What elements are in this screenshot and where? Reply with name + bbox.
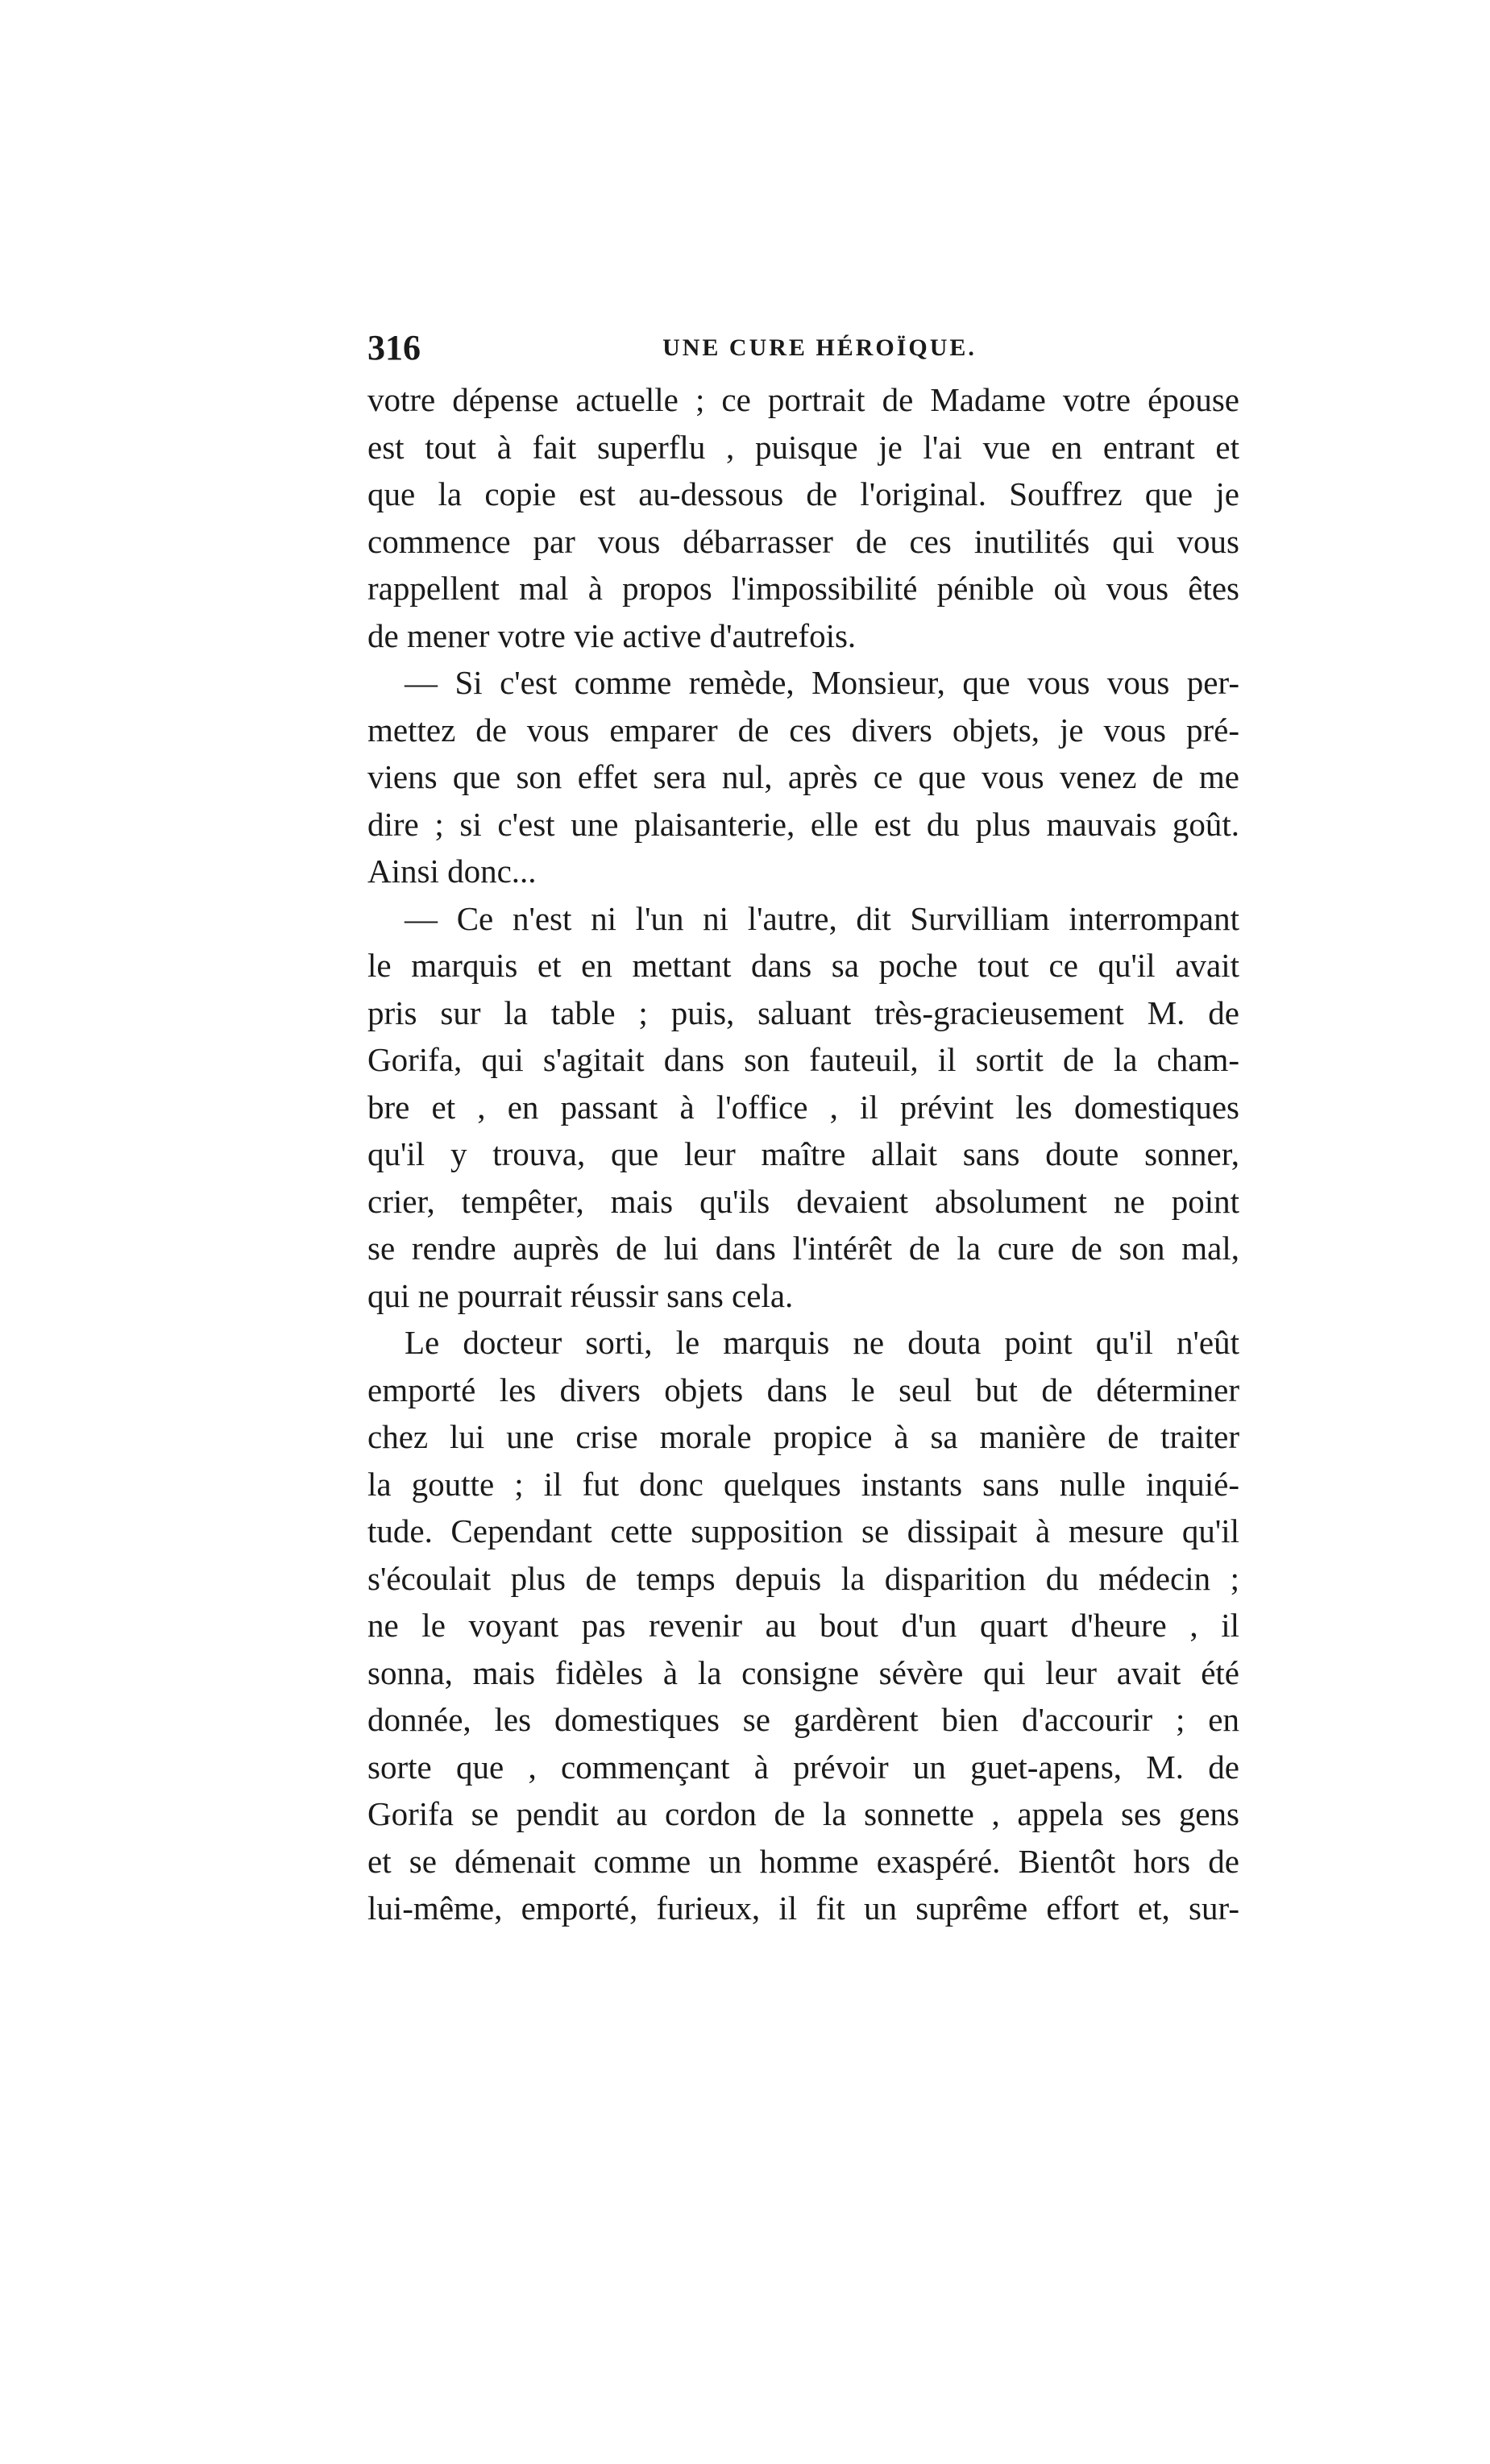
text-line: Gorifa, qui s'agitait dans son fauteuil, il sortit de la cham- <box>367 1041 1239 1078</box>
text-line: lui-même, emporté, furieux, il fit un suprême effort et, sur- <box>367 1889 1239 1927</box>
text-line: — Si c'est comme remède, Monsieur, que vous vous per- <box>405 664 1239 701</box>
text-line: sorte que , commençant à prévoir un guet-apens, M. de <box>367 1748 1239 1786</box>
text-line: est tout à fait superflu , puisque je l'ai vue en entrant et <box>367 428 1239 466</box>
text-line: Gorifa se pendit au cordon de la sonnette , appela ses gens <box>367 1795 1239 1832</box>
text-line: rappellent mal à propos l'impossibilité pénible où vous êtes <box>367 570 1239 607</box>
page-number: 316 <box>367 328 421 367</box>
text-line: pris sur la table ; puis, saluant très-gracieusement M. de <box>367 993 1239 1031</box>
running-head <box>367 324 1239 372</box>
text-line: qui ne pourrait réussir sans cela. <box>367 1276 794 1314</box>
text-line: dire ; si c'est une plaisanterie, elle est du plus mauvais goût. <box>367 805 1239 843</box>
text-line: Le docteur sorti, le marquis ne douta point qu'il n'eût <box>405 1324 1239 1361</box>
text-line: de mener votre vie active d'autrefois. <box>367 616 857 654</box>
running-title: UNE CURE HÉROÏQUE. <box>662 334 977 361</box>
body-text <box>367 376 1239 1932</box>
text-line: ne le voyant pas revenir au bout d'un quart d'heure , il <box>367 1607 1239 1644</box>
text-line: chez lui une crise morale propice à sa manière de traiter <box>367 1418 1239 1455</box>
text-line: sonna, mais fidèles à la consigne sévère qui leur avait été <box>367 1653 1239 1691</box>
text-line: commence par vous débarrasser de ces inutilités qui vous <box>367 522 1239 560</box>
text-line: Ainsi donc... <box>367 852 537 890</box>
text-line: s'écoulait plus de temps depuis la disparition du médecin ; <box>367 1559 1239 1597</box>
text-line: donnée, les domestiques se gardèrent bien d'accourir ; en <box>367 1701 1239 1738</box>
text-line: tude. Cependant cette supposition se dissipait à mesure qu'il <box>367 1512 1239 1549</box>
text-line: — Ce n'est ni l'un ni l'autre, dit Survilliam interrompant <box>405 899 1239 937</box>
text-line: que la copie est au-dessous de l'original. Souffrez que je <box>367 475 1239 512</box>
text-line: se rendre auprès de lui dans l'intérêt de la cure de son mal, <box>367 1230 1239 1267</box>
text-line: le marquis et en mettant dans sa poche tout ce qu'il avait <box>367 947 1239 984</box>
text-line: crier, tempêter, mais qu'ils devaient absolument ne point <box>367 1182 1239 1220</box>
text-line: qu'il y trouva, que leur maître allait sans doute sonner, <box>367 1135 1239 1172</box>
text-line: mettez de vous emparer de ces divers objets, je vous pré- <box>367 711 1239 749</box>
text-line: bre et , en passant à l'office , il prévint les domestiques <box>367 1088 1239 1126</box>
text-line: la goutte ; il fut donc quelques instants sans nulle inquié- <box>367 1465 1239 1503</box>
text-line: et se démenait comme un homme exaspéré. Bientôt hors de <box>367 1842 1239 1880</box>
text-line: emporté les divers objets dans le seul but de déterminer <box>367 1371 1239 1408</box>
text-line: viens que son effet sera nul, après ce que vous venez de me <box>367 758 1239 795</box>
text-line: votre dépense actuelle ; ce portrait de Madame votre épouse <box>367 381 1239 418</box>
